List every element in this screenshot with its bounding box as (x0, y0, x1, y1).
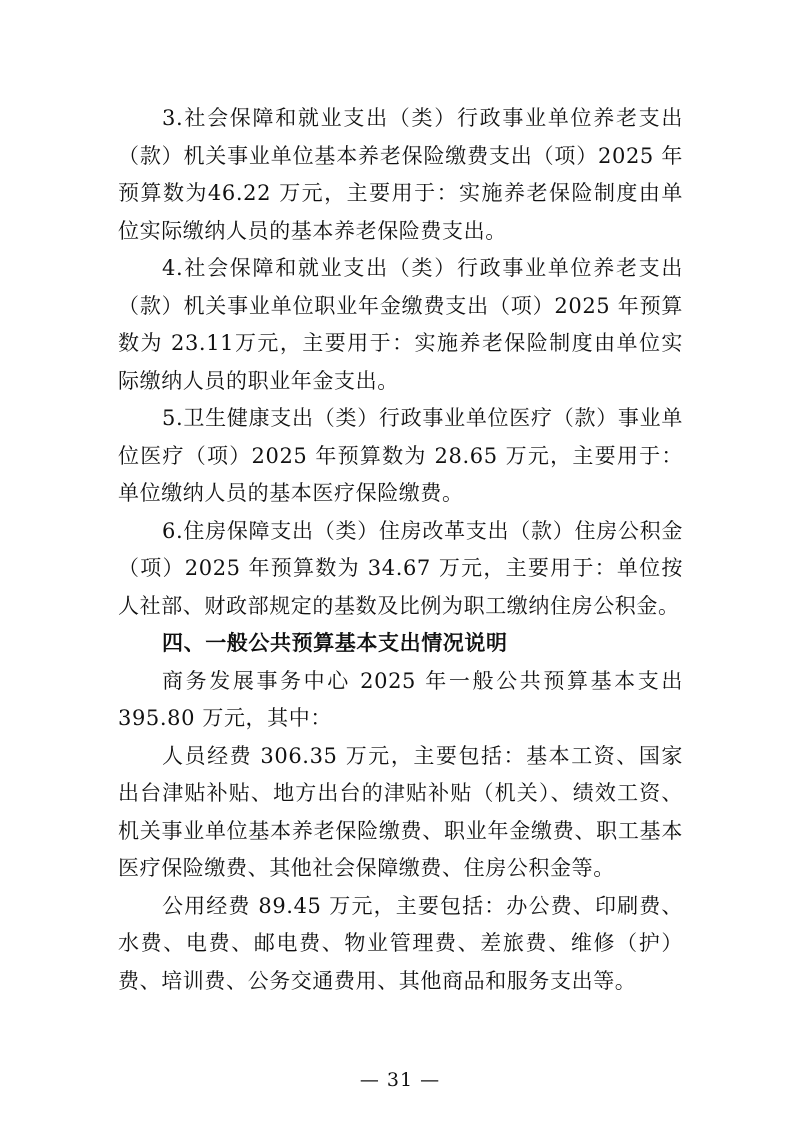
paragraph-item-3: 3.社会保障和就业支出（类）行政事业单位养老支出（款）机关事业单位基本养老保险缴费支出（项）2025 年预算数为46.22 万元，主要用于：实施养老保险制度由单位实际缴纳人员的基本养老保险费支出。 (118, 106, 683, 243)
section-paragraph-personnel: 人员经费 306.35 万元，主要包括：基本工资、国家出台津贴补贴、地方出台的津贴补贴（机关）、绩效工资、机关事业单位基本养老保险缴费、职业年金缴费、职工基本医疗保险缴费、其他社会保障缴费、住房公积金等。 (118, 743, 683, 880)
section-paragraph-total: 商务发展事务中心 2025 年一般公共预算基本支出395.80 万元，其中： (118, 668, 683, 730)
page-number: — 31 — (359, 1069, 441, 1091)
paragraph-item-6: 6.住房保障支出（类）住房改革支出（款）住房公积金（项）2025 年预算数为 34.67 万元，主要用于：单位按人社部、财政部规定的基数及比例为职工缴纳住房公积金。 (118, 518, 683, 618)
paragraph-item-5: 5.卫生健康支出（类）行政事业单位医疗（款）事业单位医疗（项）2025 年预算数为 28.65 万元，主要用于：单位缴纳人员的基本医疗保险缴费。 (118, 406, 683, 505)
paragraph-item-4: 4.社会保障和就业支出（类）行政事业单位养老支出（款）机关事业单位职业年金缴费支出（项）2025 年预算数为 23.11万元，主要用于：实施养老保险制度由单位实际缴纳人员的职业年金支出。 (118, 256, 683, 393)
document-body (118, 100, 683, 1000)
section-heading: 四、一般公共预算基本支出情况说明 (162, 631, 508, 655)
section-paragraph-public: 公用经费 89.45 万元，主要包括：办公费、印刷费、水费、电费、邮电费、物业管理费、差旅费、维修（护）费、培训费、公务交通费用、其他商品和服务支出等。 (118, 893, 683, 993)
